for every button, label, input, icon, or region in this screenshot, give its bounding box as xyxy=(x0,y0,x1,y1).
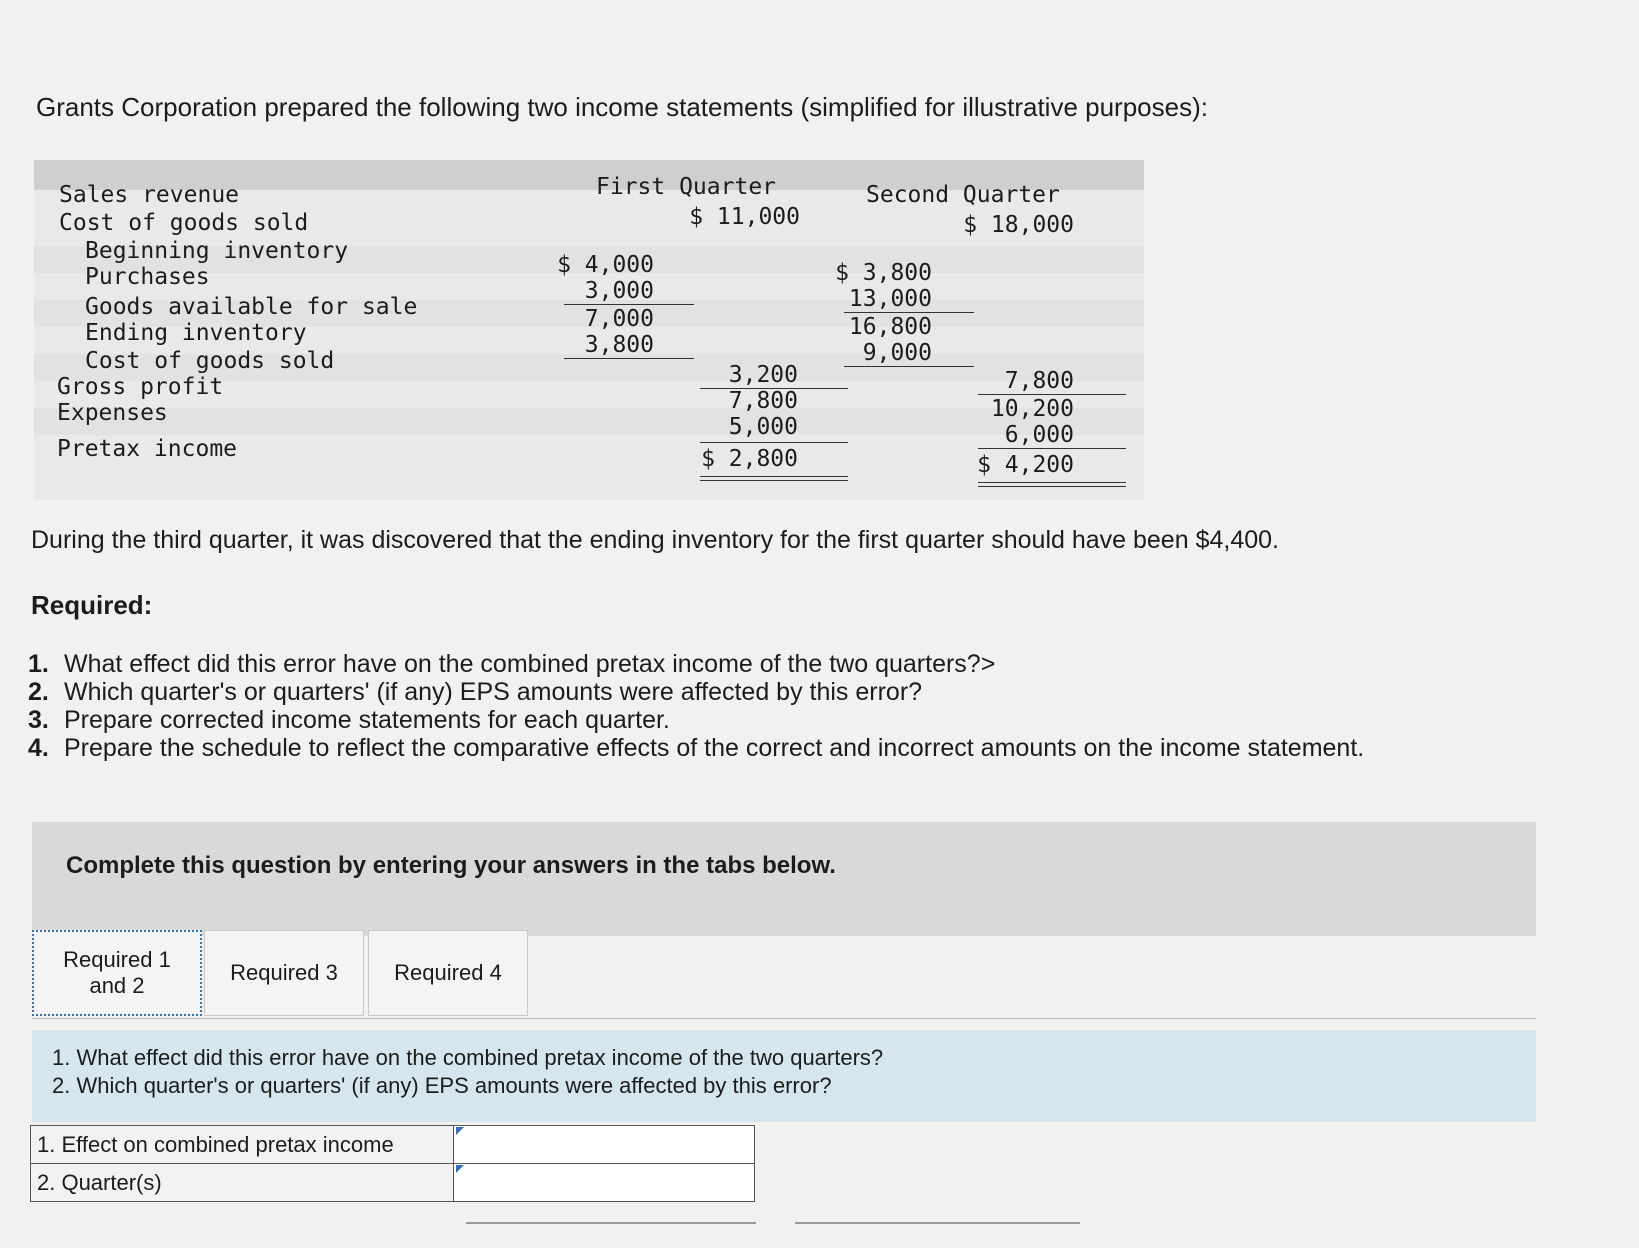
label-purchases: Purchases xyxy=(85,264,210,290)
input-marker-icon xyxy=(456,1165,464,1173)
q2-sales: $ 18,000 xyxy=(963,212,1074,238)
tab-label: Required 3 xyxy=(230,960,338,985)
table-row xyxy=(31,1164,755,1202)
table-row xyxy=(31,1126,755,1164)
q1-beginning-inventory: $ 4,000 xyxy=(557,252,654,278)
list-item xyxy=(28,650,1364,678)
q1-total-rule xyxy=(700,442,848,443)
list-item-text: What effect did this error have on the combined pretax income of the two quarters?> xyxy=(64,650,996,678)
q2-beginning-inventory: $ 3,800 xyxy=(835,260,932,286)
label-beginning-inventory: Beginning inventory xyxy=(85,238,349,264)
q2-purchases: 13,000 xyxy=(848,286,932,312)
answer-cell xyxy=(454,1164,755,1202)
list-item-text: Prepare corrected income statements for each quarter. xyxy=(64,706,670,734)
q2-double-rule xyxy=(978,482,1126,487)
tab-label-line1: Required 1 xyxy=(63,947,171,972)
answer-label-effect: 1. Effect on combined pretax income xyxy=(31,1126,454,1164)
q1-pretax-income: $ 2,800 xyxy=(701,446,798,472)
tab-label-line2: and 2 xyxy=(89,973,145,998)
q1-gross-profit: 7,800 xyxy=(728,388,798,414)
q1-sales: $ 11,000 xyxy=(689,204,800,230)
label-cogs: Cost of goods sold xyxy=(85,348,335,374)
label-sales-revenue: Sales revenue xyxy=(59,182,240,208)
tab-required-1-and-2[interactable] xyxy=(32,930,202,1016)
tab-required-4[interactable] xyxy=(368,930,528,1016)
q1-expenses: 5,000 xyxy=(728,414,798,440)
label-goods-available: Goods available for sale xyxy=(85,294,418,320)
q2-cogs: 7,800 xyxy=(1004,368,1074,394)
list-item-text: Prepare the schedule to reflect the comparative effects of the correct and incorrect amounts on the income statement. xyxy=(64,734,1365,762)
label-ending-inventory: Ending inventory xyxy=(85,320,307,346)
list-item-number: 4. xyxy=(28,734,49,762)
list-item-number: 3. xyxy=(28,706,49,734)
required-heading: Required: xyxy=(31,590,153,620)
q2-goods-available: 16,800 xyxy=(848,314,932,340)
requirements-list xyxy=(28,650,1364,762)
q1-ending-inventory: 3,800 xyxy=(584,332,654,358)
discovery-text: During the third quarter, it was discovered that the ending inventory for the first quarter should have been $4,400. xyxy=(31,526,1279,554)
label-cogs-header: Cost of goods sold xyxy=(59,210,309,236)
effect-on-combined-pretax-income-input[interactable] xyxy=(454,1126,754,1163)
answer-cell xyxy=(454,1126,755,1164)
q1-purchases: 3,000 xyxy=(584,278,654,304)
label-gross-profit: Gross profit xyxy=(57,374,224,400)
answer-table xyxy=(30,1125,755,1202)
tab-label: Required 4 xyxy=(394,960,502,985)
column-header-second-quarter: Second Quarter xyxy=(866,182,1060,208)
q1-subtotal-rule xyxy=(564,358,694,359)
input-marker-icon xyxy=(456,1127,464,1135)
q1-subtotal-rule xyxy=(564,304,694,305)
list-item-number: 2. xyxy=(28,678,49,706)
list-item-number: 1. xyxy=(28,650,49,678)
q2-total-rule xyxy=(978,448,1126,449)
list-item xyxy=(28,734,1364,762)
instruction-text: Complete this question by entering your answers in the tabs below. xyxy=(66,852,836,879)
q2-ending-inventory: 9,000 xyxy=(862,340,932,366)
question-1: 1. What effect did this error have on the combined pretax income of the two quarters? xyxy=(52,1045,884,1070)
column-header-first-quarter: First Quarter xyxy=(596,174,777,200)
list-item-text: Which quarter's or quarters' (if any) EPS amounts were affected by this error? xyxy=(64,678,923,706)
q2-pretax-income: $ 4,200 xyxy=(977,452,1074,478)
q1-double-rule xyxy=(700,476,848,481)
q2-expenses: 6,000 xyxy=(1004,422,1074,448)
q1-cogs: 3,200 xyxy=(728,362,798,388)
question-2: 2. Which quarter's or quarters' (if any) EPS amounts were affected by this error? xyxy=(52,1073,832,1098)
q2-subtotal-rule xyxy=(844,312,974,313)
instruction-banner xyxy=(32,822,1536,936)
list-item xyxy=(28,678,1364,706)
income-statement-table xyxy=(34,160,1144,500)
quarters-input[interactable] xyxy=(454,1164,754,1201)
q2-gross-profit: 10,200 xyxy=(990,396,1074,422)
intro-text: Grants Corporation prepared the following two income statements (simplified for illustrative purposes): xyxy=(36,92,1208,122)
q1-goods-available: 7,000 xyxy=(584,306,654,332)
divider-line xyxy=(466,1222,756,1224)
label-pretax-income: Pretax income xyxy=(57,436,238,462)
answer-label-quarters: 2. Quarter(s) xyxy=(31,1164,454,1202)
list-item xyxy=(28,706,1364,734)
divider-line xyxy=(795,1222,1080,1224)
q2-cogs-rule xyxy=(978,394,1126,395)
q2-subtotal-rule xyxy=(844,366,974,367)
label-expenses: Expenses xyxy=(57,400,168,426)
tab-divider xyxy=(32,1018,1536,1019)
row-band xyxy=(34,408,1144,435)
question-box xyxy=(32,1030,1536,1122)
tab-required-3[interactable] xyxy=(204,930,364,1016)
